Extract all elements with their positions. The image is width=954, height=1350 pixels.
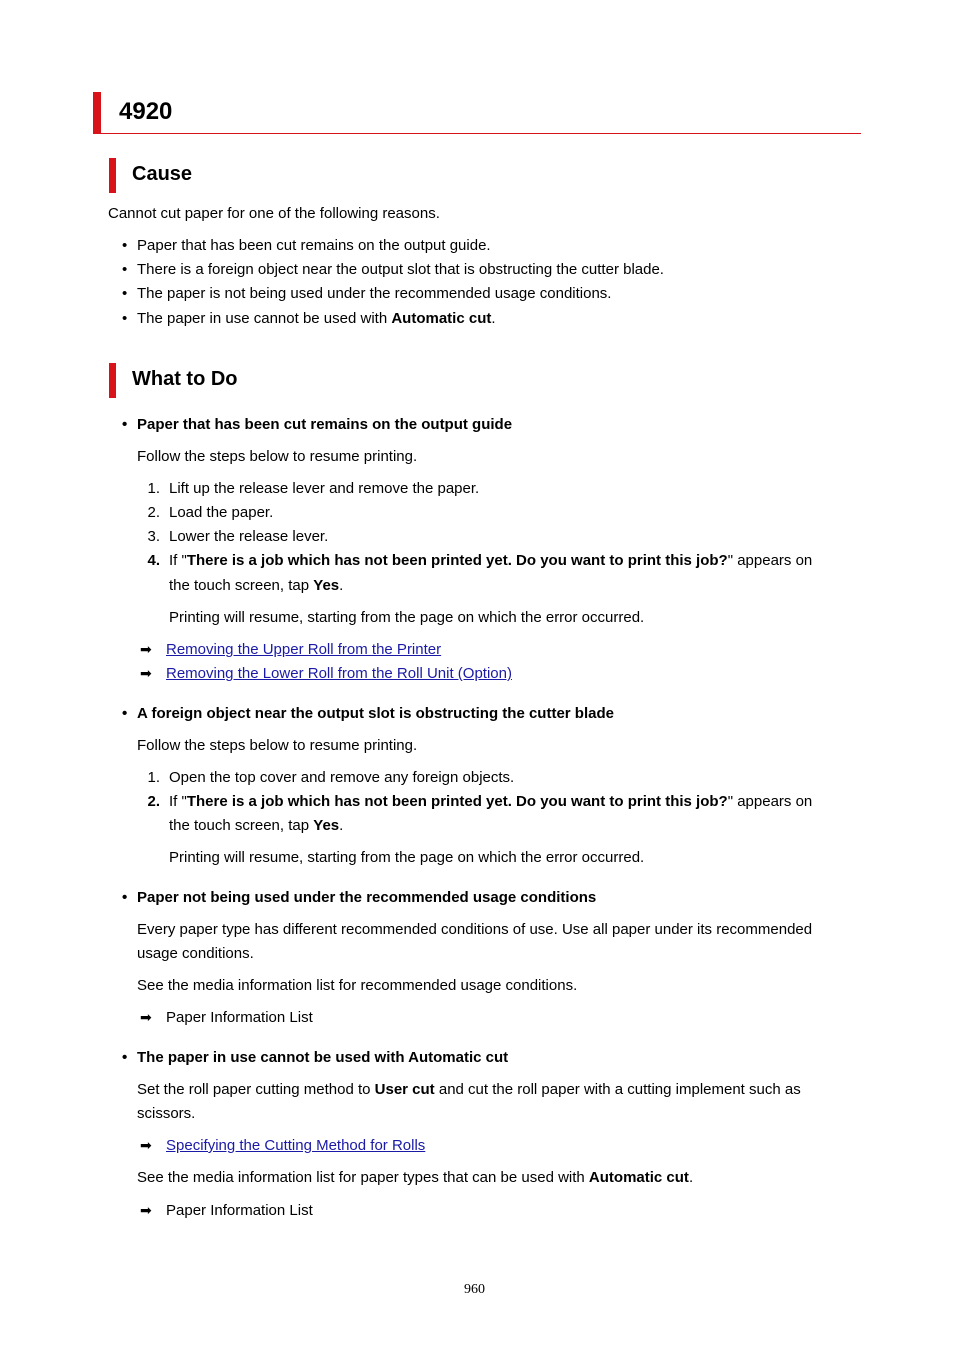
arrow-right-icon: ➡: [140, 1137, 152, 1153]
arrow-right-icon: ➡: [140, 665, 152, 681]
what-to-do-heading: What to Do: [132, 368, 238, 390]
cause-reason: • The paper is not being used under the recommended usage conditions.: [137, 285, 611, 302]
cause-reason: • Paper that has been cut remains on the output guide.: [137, 237, 491, 254]
section-title: • Paper not being used under the recommended usage conditions: [137, 889, 596, 906]
step-number: 1.: [147, 769, 160, 786]
link-removing-upper-roll[interactable]: Removing the Upper Roll from the Printer: [166, 641, 442, 658]
section-intro: Follow the steps below to resume printing.: [137, 737, 418, 754]
step-note: Printing will resume, starting from the page on which the error occurred.: [169, 609, 645, 626]
step-text-continued: the touch screen, tap Yes.: [169, 577, 344, 594]
title-accent-bar: [93, 92, 101, 133]
page-title: 4920: [119, 98, 173, 125]
step-text: Lift up the release lever and remove the paper.: [169, 480, 480, 497]
section-paragraph: See the media information list for paper types that can be used with Automatic cut.: [137, 1169, 694, 1186]
cause-intro: Cannot cut paper for one of the following reasons.: [108, 205, 440, 222]
arrow-right-icon: ➡: [140, 641, 152, 657]
step-text-continued: the touch screen, tap Yes.: [169, 817, 344, 834]
step-note: Printing will resume, starting from the page on which the error occurred.: [169, 849, 645, 866]
step-number: 4.: [147, 552, 160, 569]
arrow-right-icon: ➡: [140, 1009, 152, 1025]
section-paragraph: Set the roll paper cutting method to User cut and cut the roll paper with a cutting implement such as: [137, 1081, 801, 1098]
cause-accent-bar: [109, 158, 116, 193]
section-paragraph-continued: usage conditions.: [137, 945, 254, 962]
link-specifying-cutting-method[interactable]: Specifying the Cutting Method for Rolls: [166, 1137, 426, 1154]
section-paragraph: See the media information list for recommended usage conditions.: [137, 977, 578, 994]
step-text: If "There is a job which has not been printed yet. Do you want to print this job?" appears on: [169, 552, 813, 569]
page-number: 960: [464, 1282, 485, 1297]
step-text: If "There is a job which has not been printed yet. Do you want to print this job?" appears on: [169, 793, 813, 810]
what-to-do-accent-bar: [109, 363, 116, 398]
page-title-block: [93, 92, 861, 134]
step-text: Lower the release lever.: [169, 528, 329, 545]
section-title: • A foreign object near the output slot is obstructing the cutter blade: [137, 705, 614, 722]
section-title: • Paper that has been cut remains on the output guide: [137, 416, 512, 433]
section-title: • The paper in use cannot be used with Automatic cut: [137, 1049, 508, 1066]
cause-reason: • There is a foreign object near the output slot that is obstructing the cutter blade.: [137, 261, 664, 278]
step-number: 3.: [147, 528, 160, 545]
arrow-right-icon: ➡: [140, 1202, 152, 1218]
link-removing-lower-roll[interactable]: Removing the Lower Roll from the Roll Unit (Option): [166, 665, 512, 682]
step-number: 2.: [147, 793, 160, 810]
cause-reason: • The paper in use cannot be used with Automatic cut.: [137, 310, 496, 327]
cause-heading: Cause: [132, 163, 193, 185]
section-paragraph-continued: scissors.: [137, 1105, 196, 1122]
reference-paper-information-list: Paper Information List: [166, 1009, 313, 1026]
section-intro: Follow the steps below to resume printing.: [137, 448, 418, 465]
reference-paper-information-list: Paper Information List: [166, 1202, 313, 1219]
step-text: Open the top cover and remove any foreign objects.: [169, 769, 515, 786]
step-text: Load the paper.: [169, 504, 274, 521]
step-number: 1.: [147, 480, 160, 497]
section-paragraph: Every paper type has different recommended conditions of use. Use all paper under its recommended: [137, 921, 813, 938]
step-number: 2.: [147, 504, 160, 521]
